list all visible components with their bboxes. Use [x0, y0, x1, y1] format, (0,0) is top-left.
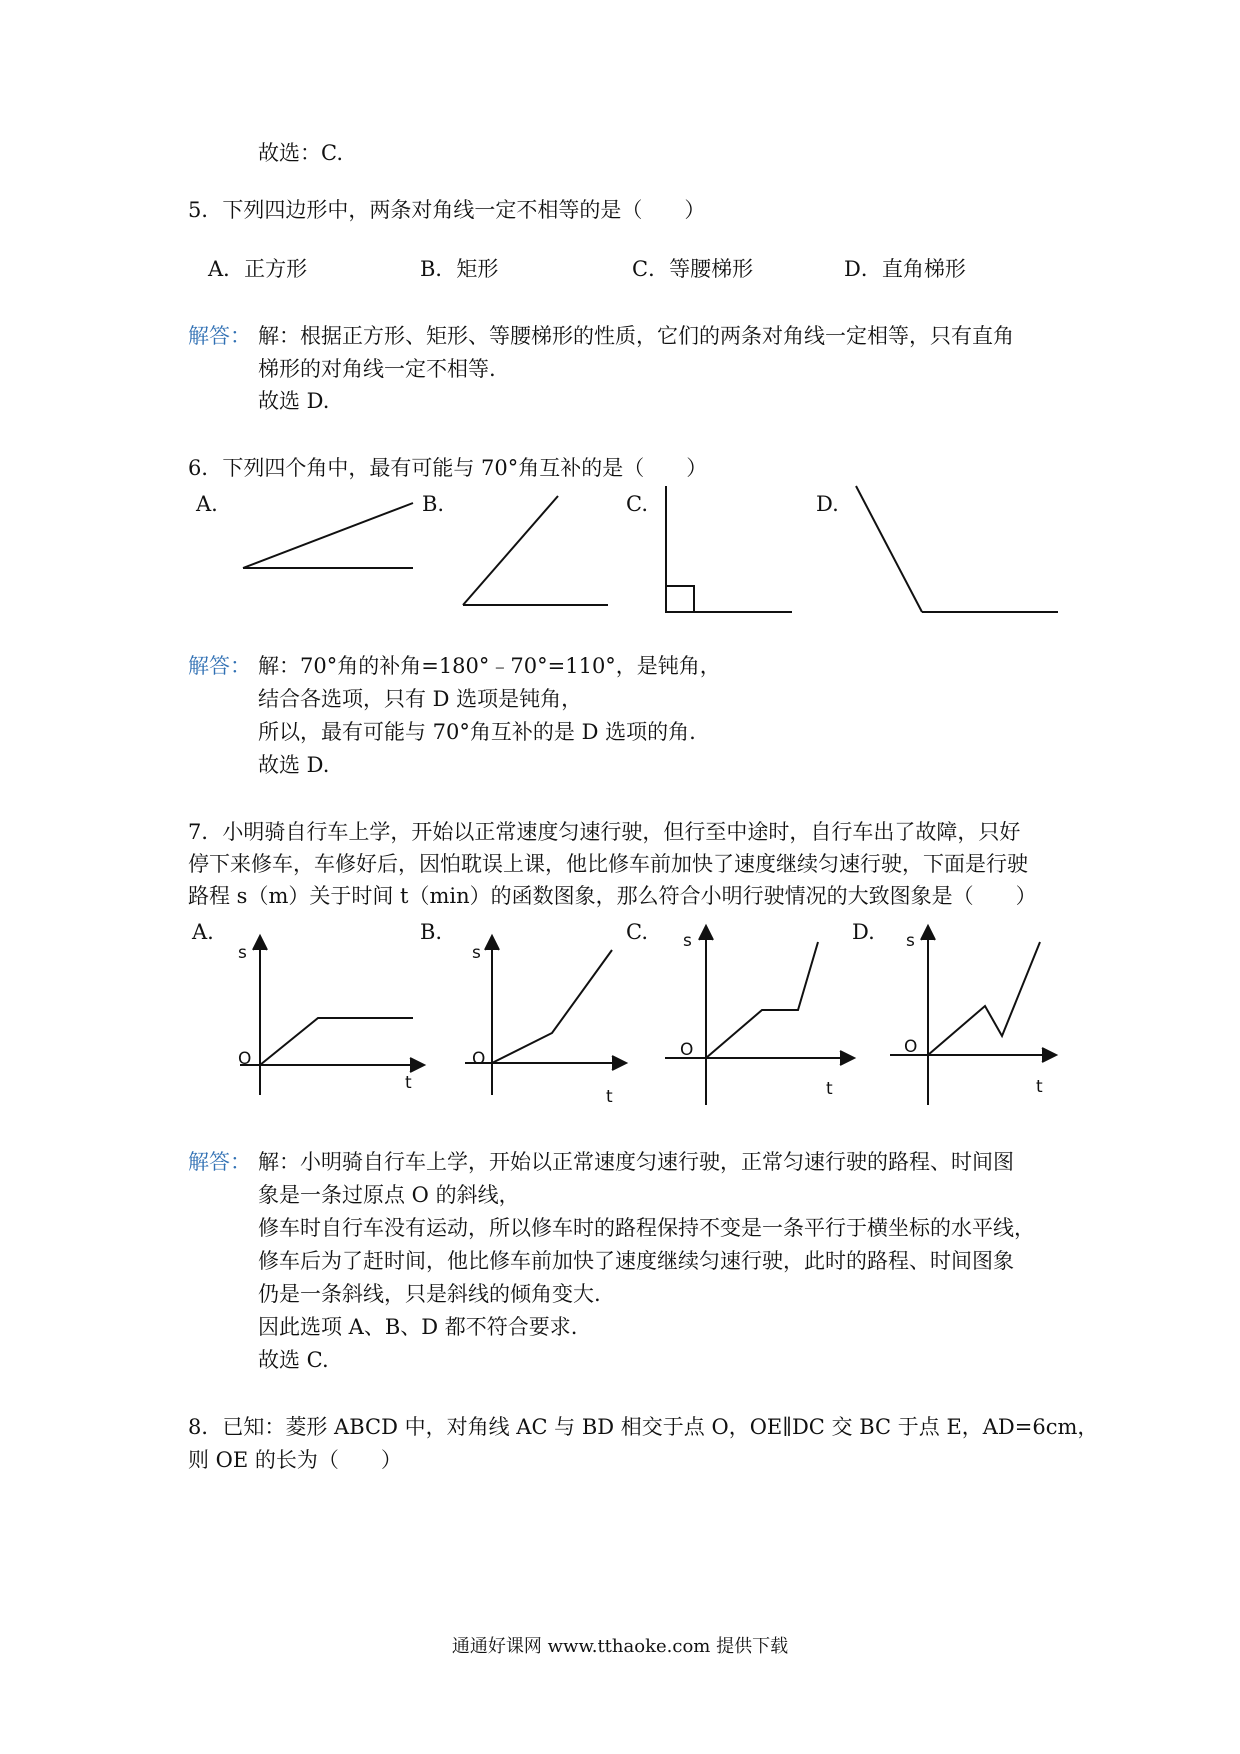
- q5-answer-line: 解：根据正方形、矩形、等腰梯形的性质，它们的两条对角线一定相等，只有直角: [258, 324, 1014, 348]
- q5-option-a: A．正方形: [208, 257, 308, 281]
- q6-option-a-letter: A.: [196, 492, 218, 516]
- y-axis-label: s: [472, 943, 481, 963]
- q6-stem: 6．下列四个角中，最有可能与 70°角互补的是（ ）: [188, 456, 708, 480]
- q6-answer-line: 结合各选项，只有 D 选项是钝角，: [258, 687, 583, 711]
- q5-option-d: D．直角梯形: [844, 257, 966, 281]
- q7-answer-line: 解：小明骑自行车上学，开始以正常速度匀速行驶，正常匀速行驶的路程、时间图: [258, 1150, 1014, 1174]
- q6-answer-line: 所以，最有可能与 70°角互补的是 D 选项的角.: [258, 720, 696, 744]
- q7-stem-line: 停下来修车，车修好后，因怕耽误上课，他比修车前加快了速度继续匀速行驶，下面是行驶: [188, 852, 1028, 876]
- previous-answer-conclusion: 故选：C.: [258, 141, 343, 165]
- q7-answer-line: 修车时自行车没有运动，所以修车时的路程保持不变是一条平行于横坐标的水平线，: [258, 1216, 1035, 1240]
- q8-stem-line: 则 OE 的长为（ ）: [188, 1448, 402, 1472]
- origin-label: O: [904, 1037, 918, 1057]
- q6-option-d-letter: D.: [816, 492, 839, 516]
- q5-answer-label: 解答：: [188, 324, 251, 348]
- page-footer: 通通好课网 www.tthaoke.com 提供下载: [451, 1636, 789, 1657]
- q8-stem-line: 8．已知：菱形 ABCD 中，对角线 AC 与 BD 相交于点 O，OE∥DC 交 BC 于点 E，AD=6cm，: [188, 1415, 1099, 1439]
- y-axis-label: s: [238, 943, 247, 963]
- q7-graph-c: [665, 926, 854, 1105]
- q5-answer-line: 梯形的对角线一定不相等.: [258, 357, 496, 381]
- q7-option-c-letter: C.: [626, 920, 648, 944]
- q6-option-c-letter: C.: [626, 492, 648, 516]
- y-axis-label: s: [683, 931, 692, 951]
- q7-graph-d: [890, 926, 1056, 1105]
- q5-stem: 5．下列四边形中，两条对角线一定不相等的是（ ）: [188, 198, 706, 222]
- q6-answer-label: 解答：: [188, 654, 251, 678]
- q7-option-d-letter: D.: [852, 920, 875, 944]
- q7-stem-line: 路程 s（m）关于时间 t（min）的函数图象，那么符合小明行驶情况的大致图象是（ ）: [188, 884, 1037, 908]
- q6-answer-line: 解：70°角的补角=180°﹣70°=110°，是钝角，: [258, 654, 721, 678]
- x-axis-label: t: [606, 1087, 613, 1107]
- origin-label: O: [680, 1040, 694, 1060]
- q5-answer-line: 故选 D.: [258, 389, 330, 413]
- origin-label: O: [238, 1049, 252, 1069]
- q7-graph-b: [465, 936, 626, 1107]
- q6-answer-line: 故选 D.: [258, 753, 330, 777]
- q6-option-b-letter: B.: [422, 492, 445, 516]
- q7-answer-line: 修车后为了赶时间，他比修车前加快了速度继续匀速行驶，此时的路程、时间图象: [258, 1249, 1014, 1273]
- q7-option-b-letter: B.: [420, 920, 443, 944]
- q7-answer-line: 象是一条过原点 O 的斜线，: [258, 1183, 520, 1207]
- x-axis-label: t: [826, 1079, 833, 1099]
- q7-answer-line: 因此选项 A、B、D 都不符合要求.: [258, 1315, 578, 1339]
- q7-stem-line: 7．小明骑自行车上学，开始以正常速度匀速行驶，但行至中途时，自行车出了故障，只好: [188, 820, 1021, 844]
- q5-option-c: C．等腰梯形: [632, 257, 754, 281]
- q7-option-a-letter: A.: [192, 920, 214, 944]
- y-axis-label: s: [906, 931, 915, 951]
- q7-answer-label: 解答：: [188, 1150, 251, 1174]
- q5-option-b: B．矩形: [420, 257, 499, 281]
- x-axis-label: t: [405, 1073, 412, 1093]
- q7-graph-a: [238, 936, 424, 1095]
- x-axis-label: t: [1036, 1077, 1043, 1097]
- origin-label: O: [472, 1049, 486, 1069]
- q7-answer-line: 仍是一条斜线，只是斜线的倾角变大.: [258, 1282, 601, 1306]
- q7-answer-line: 故选 C.: [258, 1348, 329, 1372]
